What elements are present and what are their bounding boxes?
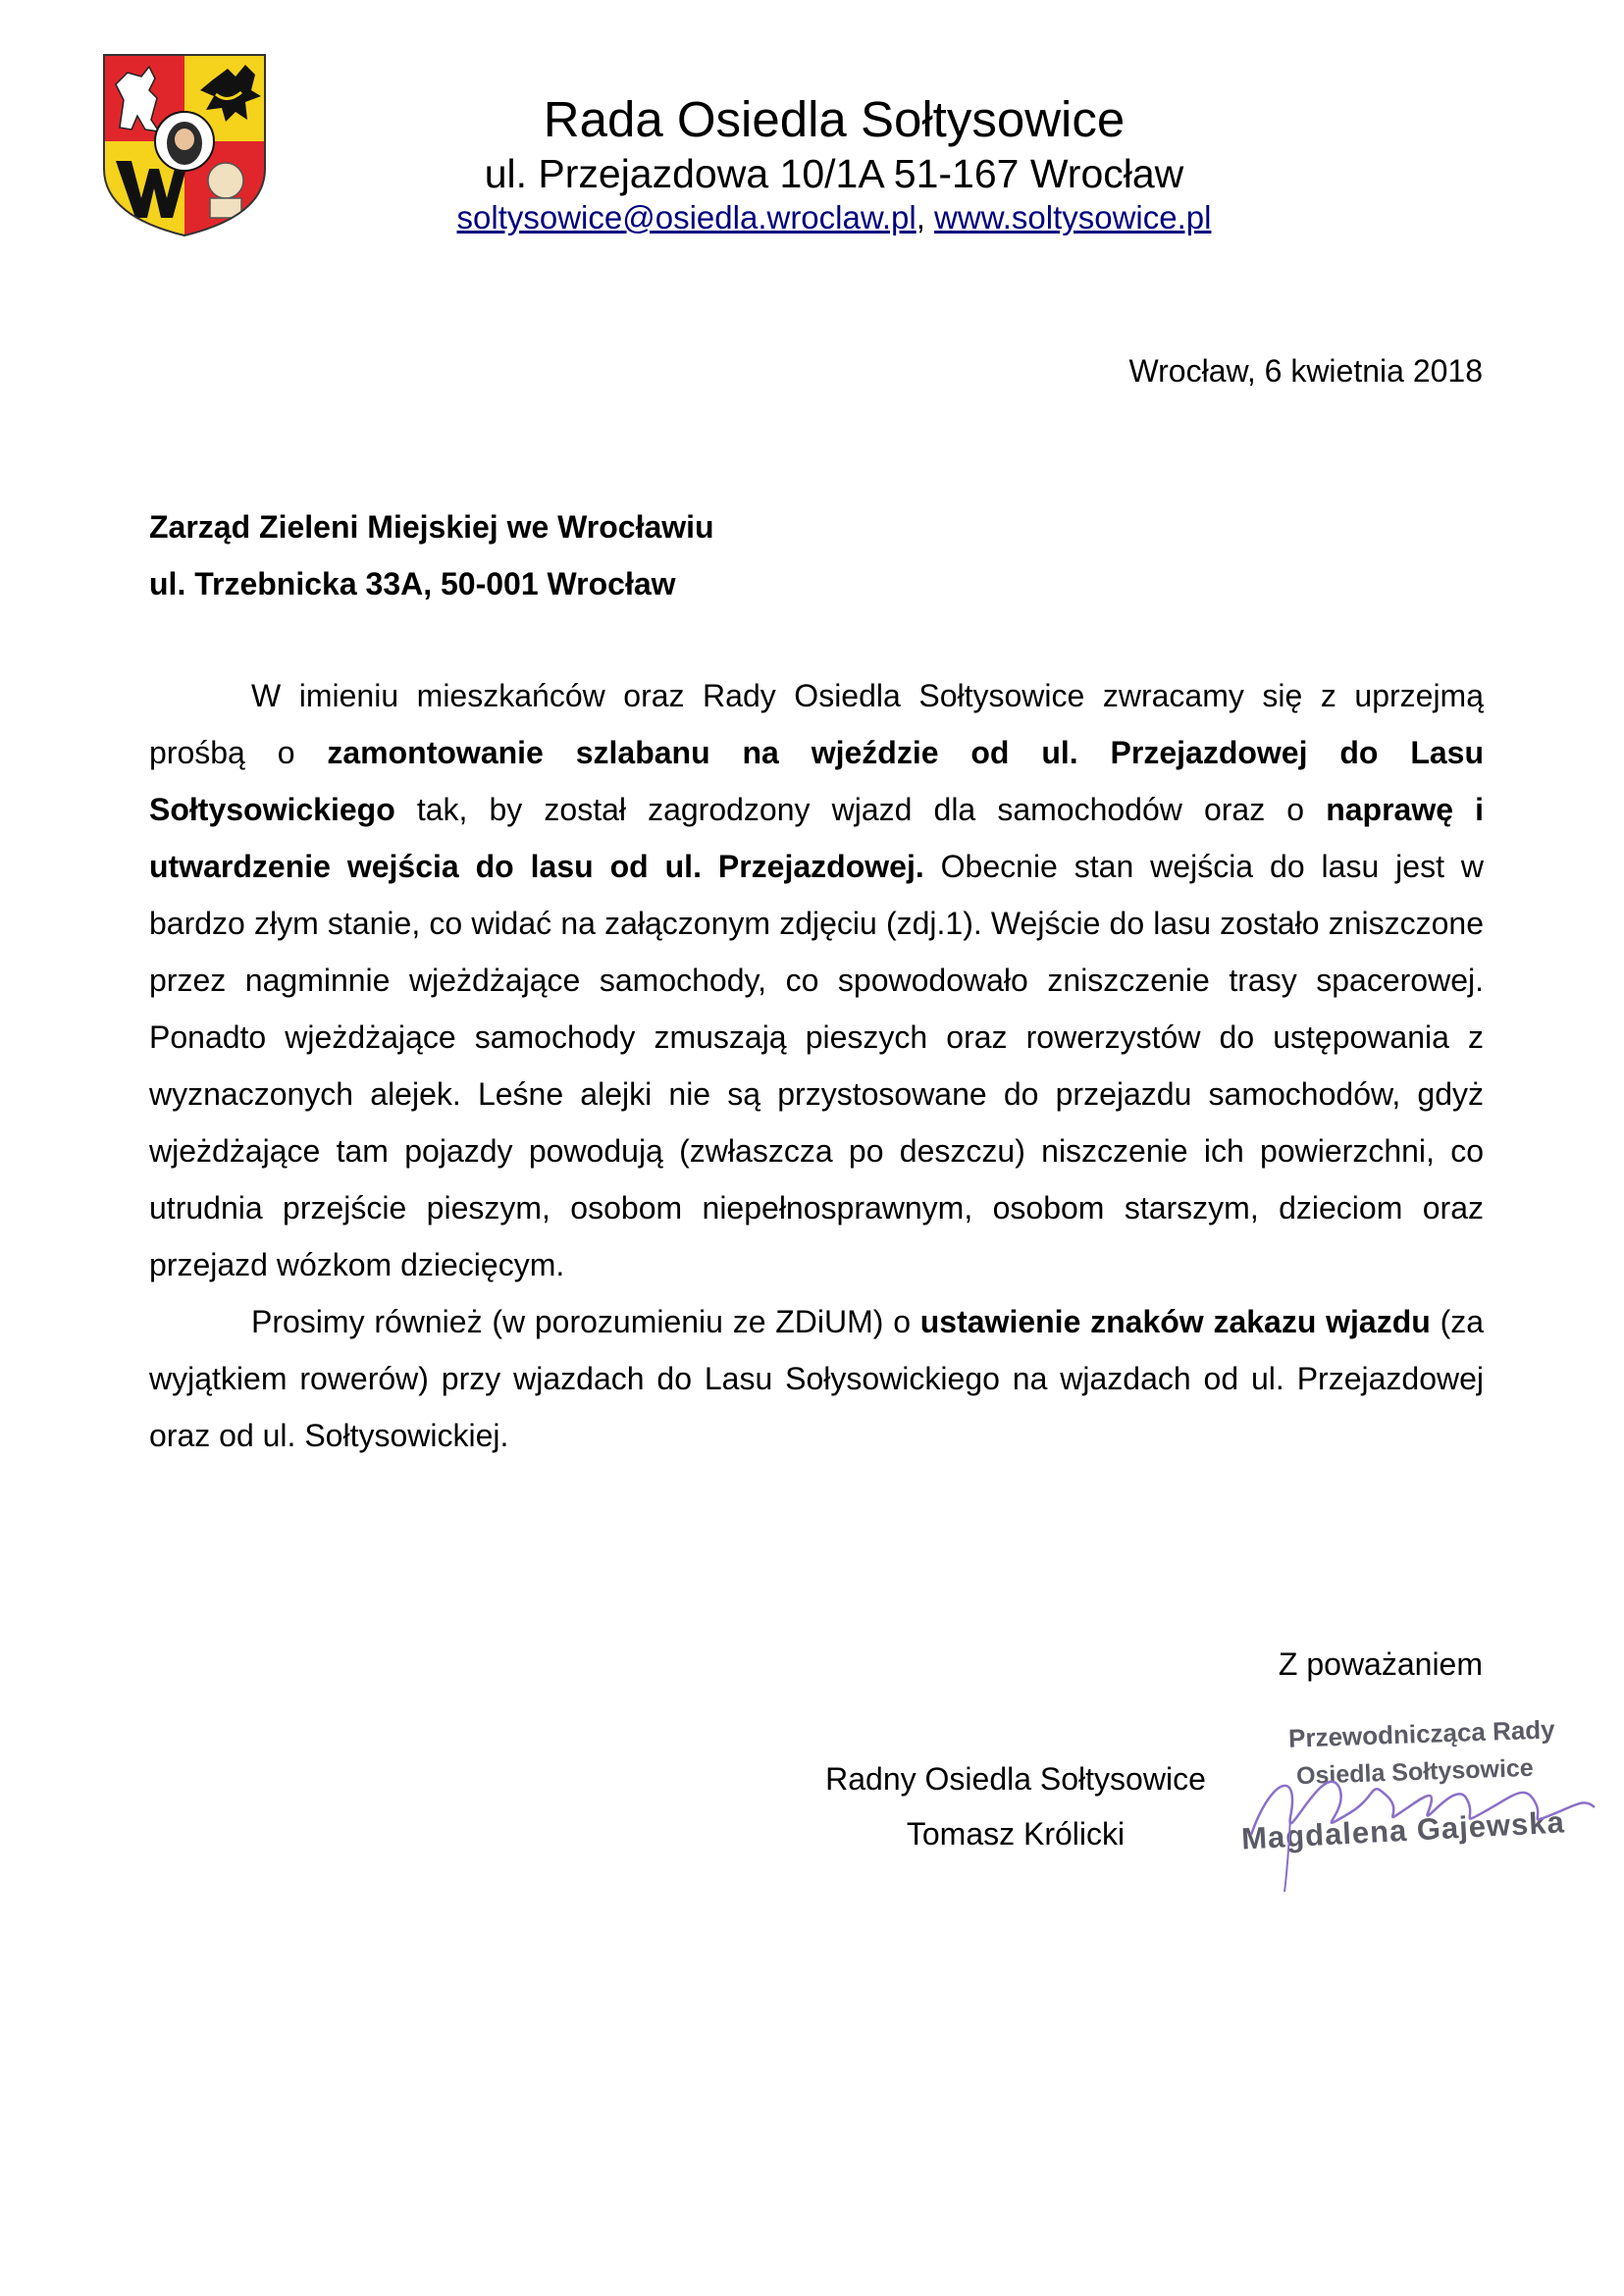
paragraph-1-text-a: W imieniu mieszkańców oraz Rady Osiedla Sołtysowice zwracamy się z uprzejmą prośbą o: [149, 678, 1484, 770]
recipient-name: Zarząd Zieleni Miejskiej we Wrocławiu: [149, 509, 714, 545]
wroclaw-coat-of-arms-icon: [98, 51, 271, 237]
stamp-line-3: Magdalena Gajewska: [1240, 1804, 1566, 1856]
paragraph-1: [149, 667, 1484, 1293]
paragraph-1-text-b: tak, by został zagrodzony wjazd dla samochodów oraz o: [394, 792, 1327, 827]
letter-date: Wrocław, 6 kwietnia 2018: [1128, 353, 1483, 389]
organization-contact: [294, 196, 1374, 239]
closing-phrase: Z poważaniem: [1278, 1646, 1483, 1682]
paragraph-1-bold-b: naprawę i utwardzenie wejścia do lasu od ul. Przejazdowej.: [149, 792, 1484, 884]
stamp-line-1: Przewodnicząca Rady: [1287, 1714, 1556, 1753]
paragraph-1-bold-a: zamontowanie szlabanu na wjeździe od ul. Przejazdowej do Lasu Sołtysowickiego: [149, 735, 1485, 827]
letter-body: [149, 667, 1484, 1464]
recipient-address: ul. Trzebnicka 33A, 50-001 Wrocław: [149, 566, 676, 601]
contact-separator: ,: [916, 199, 935, 235]
email-link[interactable]: soltysowice@osiedla.wroclaw.pl: [456, 199, 917, 235]
signer-block: [746, 1751, 1285, 1861]
recipient-block: [149, 498, 714, 612]
stamp-line-2: Osiedla Sołtysowice: [1295, 1753, 1535, 1791]
paragraph-2-bold-a: ustawienie znaków zakazu wjazdu: [919, 1304, 1431, 1339]
signature-stamp: [1231, 1714, 1604, 1896]
paragraph-1-text-c: Obecnie stan wejścia do lasu jest w bardzo złym stanie, co widać na załączonym zdjęciu (zdj.1). Wejście do lasu zostało zniszczone przez nagminnie wjeżdżające samochody, co spowodowało zniszczenie trasy spacerowej. Ponadto wjeżdżające samochody zmuszają pieszych oraz rowerzystów do ustępowania z wyznaczonych alejek. Leśne alejki nie są przystosowane do przejazdu samochodów, gdyż wjeżdżające tam pojazdy powodują (zwłaszcza po deszczu) niszczenie ich powierzchni, co utrudnia przejście pieszym, osobom niepełnosprawnym, osobom starszym, dzieciom oraz przejazd wózkom dziecięcym.: [149, 849, 1485, 1282]
paragraph-2-text-b: (za wyjątkiem rowerów) przy wjazdach do Lasu Sołysowickiego na wjazdach od ul. Przejazdowej oraz od ul. Sołtysowickiej.: [149, 1304, 1485, 1453]
paragraph-2-text-a: Prosimy również (w porozumieniu ze ZDiUM) o: [251, 1304, 920, 1339]
signer-title: Radny Osiedla Sołtysowice: [825, 1761, 1206, 1797]
signer-name: Tomasz Królicki: [906, 1816, 1126, 1852]
website-link[interactable]: www.soltysowice.pl: [934, 199, 1212, 235]
organization-name: Rada Osiedla Sołtysowice: [543, 91, 1126, 147]
organization-address: ul. Przejazdowa 10/1A 51-167 Wrocław: [484, 151, 1184, 196]
paragraph-2: [149, 1293, 1484, 1464]
handwritten-signature-icon: [1231, 1719, 1604, 1896]
